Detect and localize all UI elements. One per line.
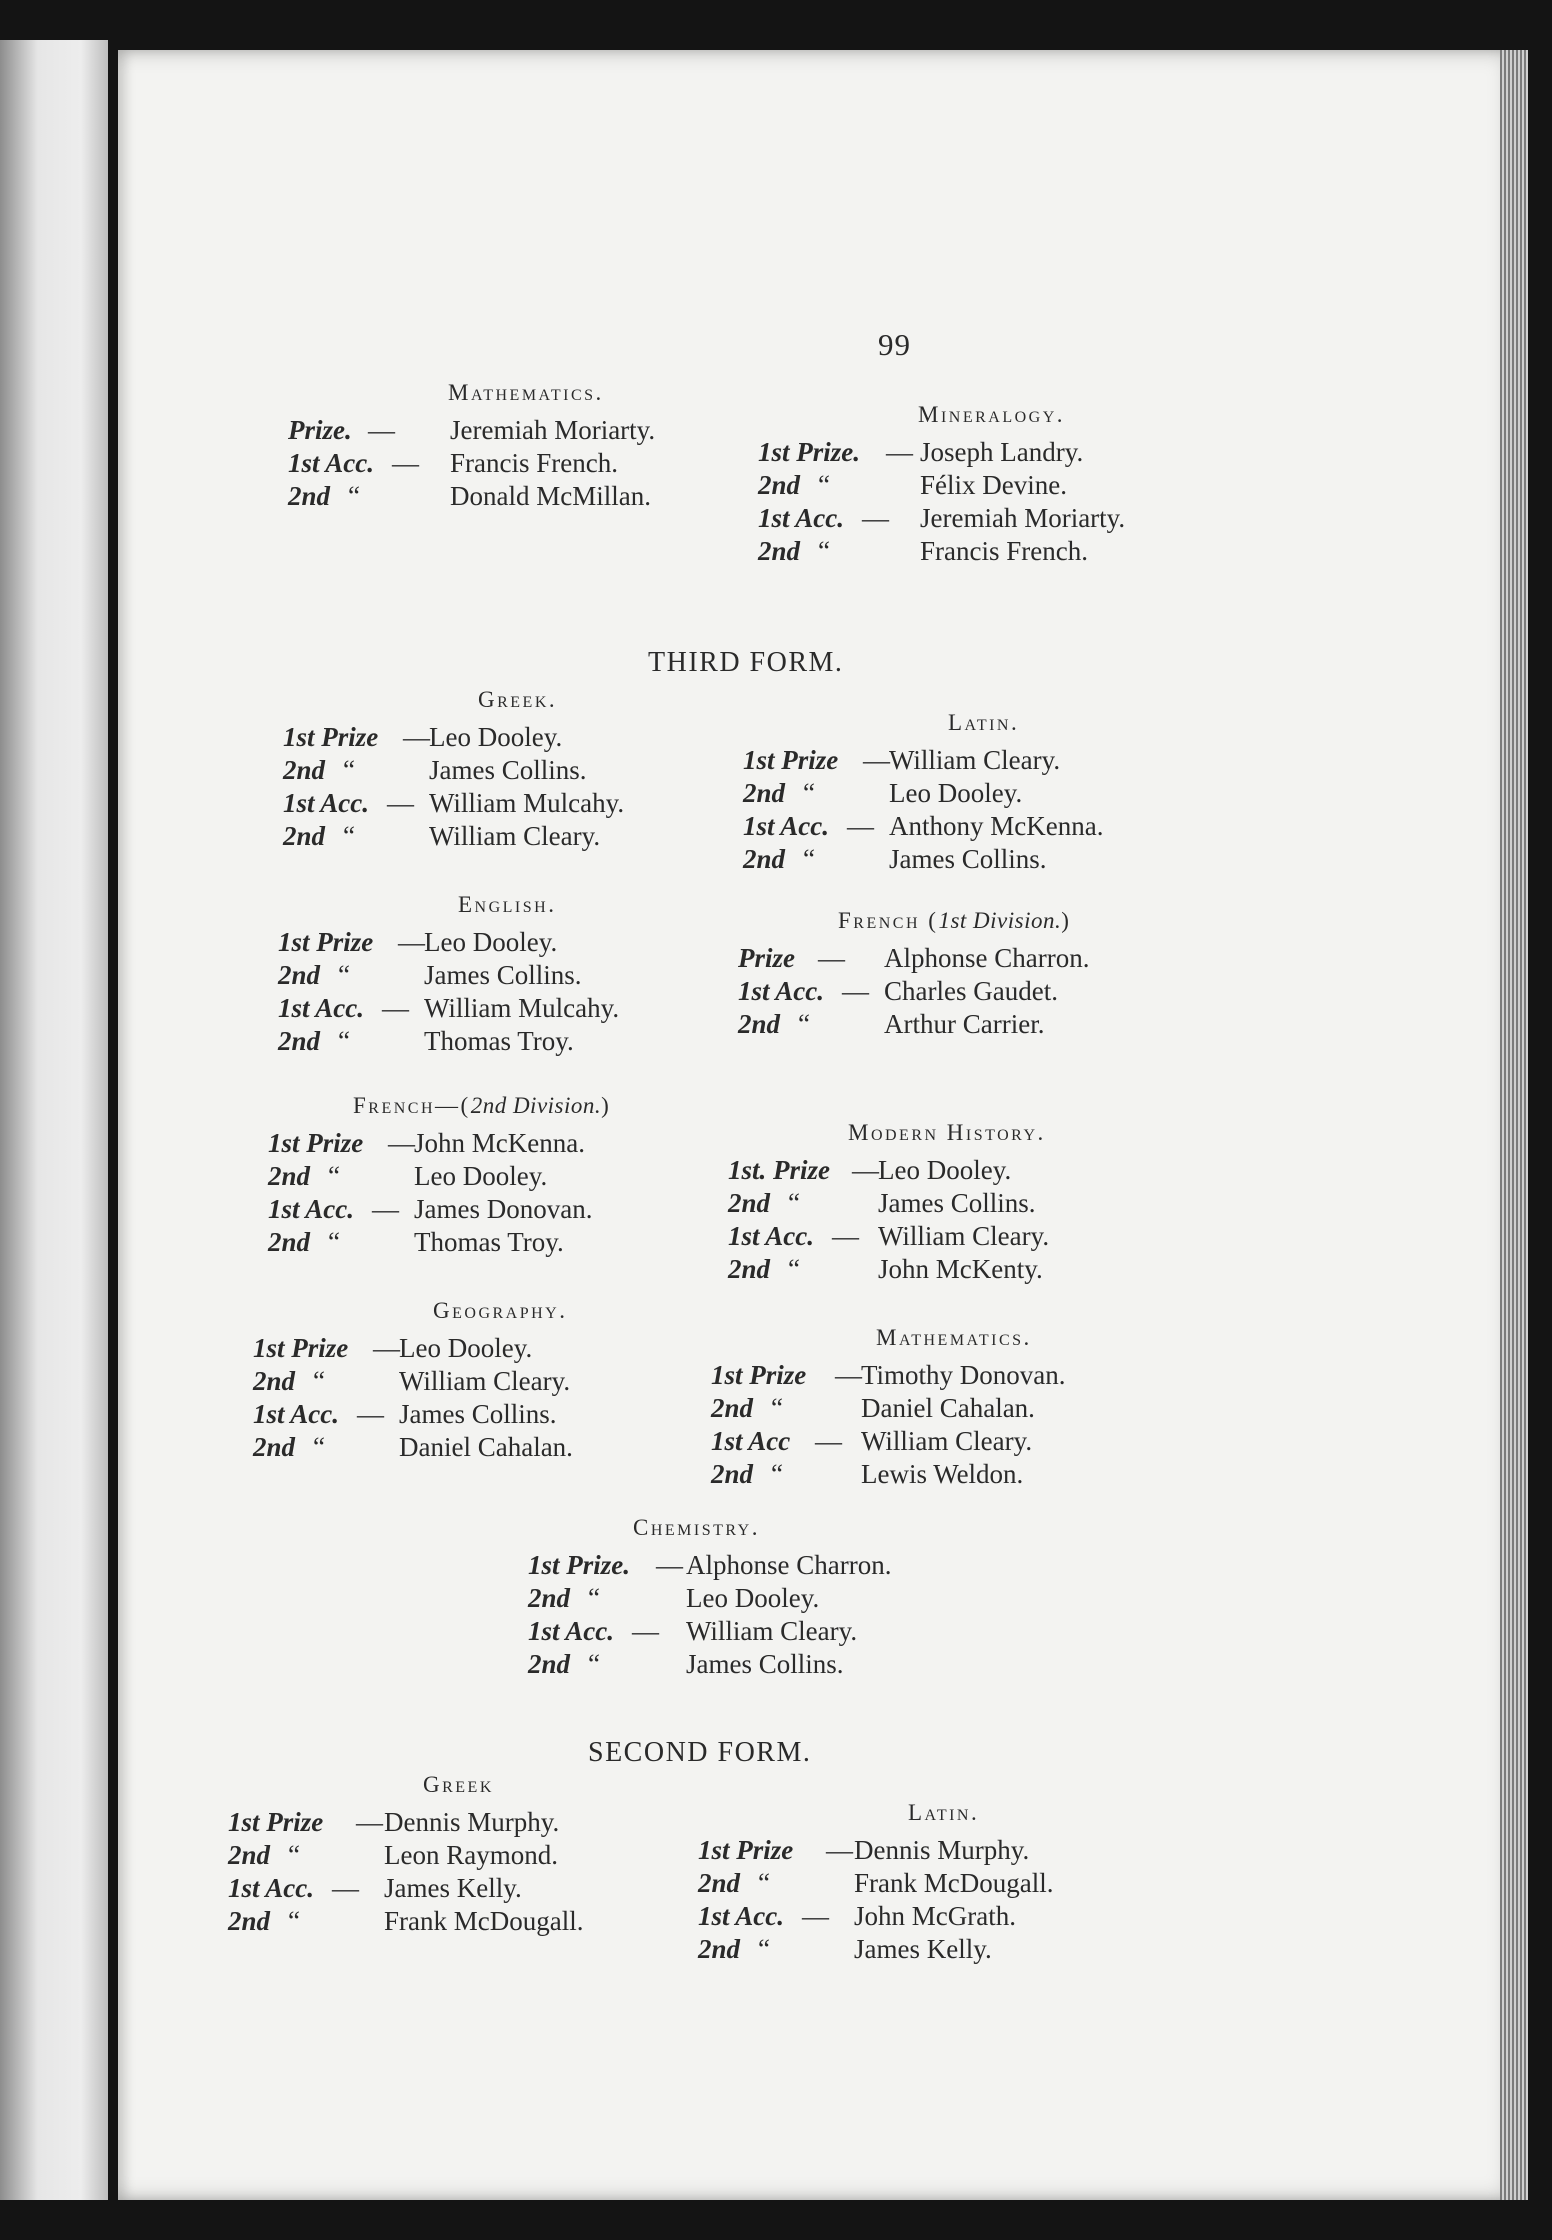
award-label: 1st Acc. xyxy=(698,1901,784,1931)
award-sep: “ xyxy=(818,470,830,500)
award-row xyxy=(728,1187,1049,1220)
award-sep: — xyxy=(357,1399,384,1429)
award-row xyxy=(278,1025,619,1058)
section-third-latin xyxy=(743,710,1103,876)
award-row xyxy=(758,436,1125,469)
award-sep: “ xyxy=(338,960,350,990)
award-sep: — xyxy=(842,976,869,1006)
award-row xyxy=(288,414,655,447)
award-row xyxy=(228,1806,583,1839)
award-row xyxy=(278,959,619,992)
award-label: 1st Acc. xyxy=(253,1399,339,1429)
award-row xyxy=(758,502,1125,535)
award-name: John McKenty. xyxy=(878,1254,1043,1284)
section-third-french-1 xyxy=(738,908,1089,1041)
award-sep: — xyxy=(847,811,874,841)
award-name: Leo Dooley. xyxy=(399,1333,533,1363)
award-sep: — xyxy=(373,1333,400,1363)
award-sep: — xyxy=(886,437,913,467)
award-sep: “ xyxy=(758,1868,770,1898)
award-label: 1st Prize. xyxy=(528,1550,631,1580)
award-label: 1st Prize xyxy=(278,927,374,957)
award-sep: “ xyxy=(803,778,815,808)
award-name: William Cleary. xyxy=(861,1426,1033,1456)
award-row xyxy=(528,1582,891,1615)
award-label: 1st Prize xyxy=(253,1333,349,1363)
form-heading-third: THIRD FORM. xyxy=(648,647,844,678)
award-row xyxy=(278,992,619,1025)
section-title-text: French ( xyxy=(838,908,939,933)
award-name: Jeremiah Moriarty. xyxy=(920,503,1126,533)
award-label: 1st Acc. xyxy=(268,1194,354,1224)
form-heading-second: SECOND FORM. xyxy=(588,1737,812,1768)
award-label: 2nd xyxy=(758,470,801,500)
award-sep: “ xyxy=(588,1649,600,1679)
page-edges xyxy=(1500,50,1528,2200)
page-number: 99 xyxy=(878,327,911,362)
award-row xyxy=(698,1900,1053,1933)
award-name: James Collins. xyxy=(878,1188,1036,1218)
award-sep: — xyxy=(356,1807,383,1837)
award-name: James Collins. xyxy=(889,844,1047,874)
section-title: Mathematics. xyxy=(448,380,604,405)
award-row xyxy=(528,1615,891,1648)
award-name: Leo Dooley. xyxy=(414,1161,548,1191)
award-label: 2nd xyxy=(253,1432,296,1462)
award-name: John McGrath. xyxy=(854,1901,1016,1931)
award-sep: — xyxy=(818,943,845,973)
award-label: 2nd xyxy=(253,1366,296,1396)
award-row xyxy=(758,469,1125,502)
award-row xyxy=(283,787,624,820)
award-label: 2nd xyxy=(728,1188,771,1218)
award-sep: — xyxy=(862,503,889,533)
section-third-modern-history xyxy=(728,1120,1049,1286)
award-sep: — xyxy=(826,1835,853,1865)
award-sep: — xyxy=(398,927,425,957)
section-third-french-2 xyxy=(268,1093,611,1259)
award-sep: — xyxy=(368,415,395,445)
award-name: Dennis Murphy. xyxy=(854,1835,1030,1865)
award-label: 2nd xyxy=(228,1840,271,1870)
award-name: William Mulcahy. xyxy=(424,993,620,1023)
award-name: Alphonse Charron. xyxy=(884,943,1090,973)
award-label: 2nd xyxy=(711,1459,754,1489)
award-row xyxy=(711,1392,1066,1425)
award-label: 2nd xyxy=(268,1227,311,1257)
award-sep: “ xyxy=(771,1393,783,1423)
book-page xyxy=(118,50,1528,2200)
award-sep: — xyxy=(387,788,414,818)
section-title: Mineralogy. xyxy=(918,402,1066,427)
award-row xyxy=(278,926,619,959)
award-row xyxy=(253,1332,573,1365)
award-sep: “ xyxy=(588,1583,600,1613)
section-third-mathematics xyxy=(711,1325,1066,1491)
section-mathematics-upper xyxy=(288,380,655,513)
award-name: William Cleary. xyxy=(399,1366,571,1396)
section-title: Geography. xyxy=(433,1298,568,1323)
award-name: James Kelly. xyxy=(854,1934,992,1964)
award-label: 2nd xyxy=(698,1868,741,1898)
award-label: 1st Acc. xyxy=(283,788,369,818)
award-row xyxy=(228,1872,583,1905)
award-name: James Collins. xyxy=(429,755,587,785)
award-sep: “ xyxy=(338,1026,350,1056)
section-title-italic: 2nd Division. xyxy=(470,1093,602,1118)
award-name: Leo Dooley. xyxy=(429,722,563,752)
award-label: 2nd xyxy=(228,1906,271,1936)
award-name: William Mulcahy. xyxy=(429,788,625,818)
section-third-english xyxy=(278,892,619,1058)
award-name: Leo Dooley. xyxy=(878,1155,1012,1185)
award-label: 2nd xyxy=(283,821,326,851)
award-label: 2nd xyxy=(738,1009,781,1039)
award-label: 2nd xyxy=(711,1393,754,1423)
award-sep: — xyxy=(656,1550,683,1580)
section-third-chemistry xyxy=(528,1515,891,1681)
award-name: Jeremiah Moriarty. xyxy=(450,415,656,445)
section-second-greek xyxy=(228,1772,583,1938)
award-name: Donald McMillan. xyxy=(450,481,651,511)
award-label: 1st Acc. xyxy=(738,976,824,1006)
award-label: 1st Prize xyxy=(228,1807,324,1837)
award-label: 2nd xyxy=(743,778,786,808)
award-name: James Collins. xyxy=(424,960,582,990)
award-sep: “ xyxy=(313,1432,325,1462)
award-name: William Cleary. xyxy=(889,745,1061,775)
award-label: 1st Acc. xyxy=(228,1873,314,1903)
award-row xyxy=(528,1648,891,1681)
award-row xyxy=(228,1905,583,1938)
award-label: 1st Prize xyxy=(711,1360,807,1390)
award-label: 2nd xyxy=(528,1649,571,1679)
award-sep: — xyxy=(815,1426,842,1456)
award-name: William Cleary. xyxy=(878,1221,1050,1251)
award-row xyxy=(268,1160,611,1193)
award-row xyxy=(253,1431,573,1464)
section-title-end: ) xyxy=(1061,908,1072,933)
award-sep: “ xyxy=(758,1934,770,1964)
award-row xyxy=(743,744,1103,777)
award-name: William Cleary. xyxy=(686,1616,858,1646)
award-name: Leon Raymond. xyxy=(384,1840,558,1870)
award-row xyxy=(283,721,624,754)
section-second-latin xyxy=(698,1800,1053,1966)
award-name: Arthur Carrier. xyxy=(884,1009,1045,1039)
award-row xyxy=(738,1008,1089,1041)
award-name: Daniel Cahalan. xyxy=(861,1393,1035,1423)
award-label: 2nd xyxy=(278,960,321,990)
award-row xyxy=(268,1226,611,1259)
award-label: 1st Prize. xyxy=(758,437,861,467)
award-label: Prize. xyxy=(288,415,352,445)
section-title: Greek xyxy=(423,1772,494,1797)
section-title-text: French—( xyxy=(353,1093,471,1118)
award-label: 1st Acc. xyxy=(278,993,364,1023)
section-title-italic: 1st Division. xyxy=(938,908,1062,933)
award-row xyxy=(268,1127,611,1160)
award-sep: “ xyxy=(818,536,830,566)
award-name: Anthony McKenna. xyxy=(889,811,1104,841)
award-row xyxy=(698,1933,1053,1966)
award-name: Francis French. xyxy=(920,536,1088,566)
section-third-geography xyxy=(253,1298,573,1464)
award-sep: “ xyxy=(288,1840,300,1870)
award-sep: “ xyxy=(348,481,360,511)
award-sep: “ xyxy=(313,1366,325,1396)
award-label: 1st Acc. xyxy=(288,448,374,478)
award-name: Charles Gaudet. xyxy=(884,976,1058,1006)
award-sep: “ xyxy=(328,1161,340,1191)
award-row xyxy=(738,942,1089,975)
award-row xyxy=(253,1398,573,1431)
award-label: 1st Prize xyxy=(698,1835,794,1865)
facing-page-edge xyxy=(0,40,108,2200)
award-sep: “ xyxy=(798,1009,810,1039)
award-name: Frank McDougall. xyxy=(384,1906,584,1936)
award-name: Francis French. xyxy=(450,448,618,478)
award-sep: — xyxy=(382,993,409,1023)
section-title: Greek. xyxy=(478,687,558,712)
award-sep: “ xyxy=(771,1459,783,1489)
award-label: 2nd xyxy=(728,1254,771,1284)
award-row xyxy=(288,447,655,480)
award-sep: — xyxy=(802,1901,829,1931)
section-third-greek xyxy=(283,687,624,853)
award-row xyxy=(283,820,624,853)
award-row xyxy=(283,754,624,787)
section-title: Modern History. xyxy=(848,1120,1046,1145)
award-name: Daniel Cahalan. xyxy=(399,1432,573,1462)
award-name: Lewis Weldon. xyxy=(861,1459,1024,1489)
award-sep: — xyxy=(835,1360,862,1390)
award-row xyxy=(728,1154,1049,1187)
award-label: 2nd xyxy=(743,844,786,874)
award-row xyxy=(738,975,1089,1008)
award-label: 1st Acc. xyxy=(728,1221,814,1251)
award-label: 1st Prize xyxy=(268,1128,364,1158)
award-name: James Kelly. xyxy=(384,1873,522,1903)
award-row xyxy=(528,1549,891,1582)
award-label: 1st Prize xyxy=(743,745,839,775)
award-name: William Cleary. xyxy=(429,821,601,851)
award-sep: “ xyxy=(343,821,355,851)
award-sep: — xyxy=(388,1128,415,1158)
award-row xyxy=(253,1365,573,1398)
award-sep: “ xyxy=(788,1254,800,1284)
award-sep: — xyxy=(852,1155,879,1185)
award-name: Joseph Landry. xyxy=(920,437,1084,467)
award-label: 2nd xyxy=(283,755,326,785)
award-label: 1st Acc. xyxy=(758,503,844,533)
section-title: Mathematics. xyxy=(876,1325,1032,1350)
award-sep: — xyxy=(832,1221,859,1251)
award-row xyxy=(268,1193,611,1226)
award-name: Leo Dooley. xyxy=(686,1583,820,1613)
award-name: Timothy Donovan. xyxy=(861,1360,1066,1390)
award-name: Leo Dooley. xyxy=(889,778,1023,808)
award-name: James Donovan. xyxy=(414,1194,593,1224)
section-title: English. xyxy=(458,892,557,917)
award-sep: — xyxy=(403,722,430,752)
award-sep: “ xyxy=(788,1188,800,1218)
section-mineralogy xyxy=(758,402,1125,568)
award-name: James Collins. xyxy=(686,1649,844,1679)
award-sep: — xyxy=(863,745,890,775)
award-name: John McKenna. xyxy=(414,1128,585,1158)
section-title: Chemistry. xyxy=(633,1515,760,1540)
award-label: 1st Prize xyxy=(283,722,379,752)
award-label: 2nd xyxy=(278,1026,321,1056)
award-label: 2nd xyxy=(288,481,331,511)
award-label: 1st Acc. xyxy=(528,1616,614,1646)
award-sep: — xyxy=(632,1616,659,1646)
award-row xyxy=(711,1425,1066,1458)
award-row xyxy=(743,777,1103,810)
award-label: 2nd xyxy=(528,1583,571,1613)
award-name: Thomas Troy. xyxy=(424,1026,574,1056)
award-label: 1st Acc xyxy=(711,1426,791,1456)
award-label: 1st. Prize xyxy=(728,1155,831,1185)
award-row xyxy=(698,1834,1053,1867)
award-name: Thomas Troy. xyxy=(414,1227,564,1257)
award-sep: — xyxy=(332,1873,359,1903)
award-row xyxy=(711,1458,1066,1491)
award-row xyxy=(743,843,1103,876)
award-label: 2nd xyxy=(758,536,801,566)
award-sep: “ xyxy=(343,755,355,785)
award-sep: — xyxy=(372,1194,399,1224)
award-row xyxy=(728,1253,1049,1286)
section-title: Latin. xyxy=(948,710,1020,735)
award-row xyxy=(728,1220,1049,1253)
award-name: Alphonse Charron. xyxy=(686,1550,892,1580)
award-name: Leo Dooley. xyxy=(424,927,558,957)
award-name: Dennis Murphy. xyxy=(384,1807,560,1837)
award-sep: — xyxy=(392,448,419,478)
award-label: 2nd xyxy=(698,1934,741,1964)
award-sep: “ xyxy=(328,1227,340,1257)
section-title: Latin. xyxy=(908,1800,980,1825)
award-name: Félix Devine. xyxy=(920,470,1067,500)
section-title xyxy=(353,1093,611,1119)
award-label: Prize xyxy=(738,943,795,973)
award-row xyxy=(288,480,655,513)
award-label: 2nd xyxy=(268,1161,311,1191)
award-row xyxy=(228,1839,583,1872)
award-row xyxy=(758,535,1125,568)
award-label: 1st Acc. xyxy=(743,811,829,841)
award-row xyxy=(711,1359,1066,1392)
award-name: Frank McDougall. xyxy=(854,1868,1054,1898)
section-title-end: ) xyxy=(601,1093,612,1118)
award-row xyxy=(743,810,1103,843)
section-title xyxy=(838,908,1089,934)
award-row xyxy=(698,1867,1053,1900)
award-sep: “ xyxy=(288,1906,300,1936)
award-name: James Collins. xyxy=(399,1399,557,1429)
award-sep: “ xyxy=(803,844,815,874)
